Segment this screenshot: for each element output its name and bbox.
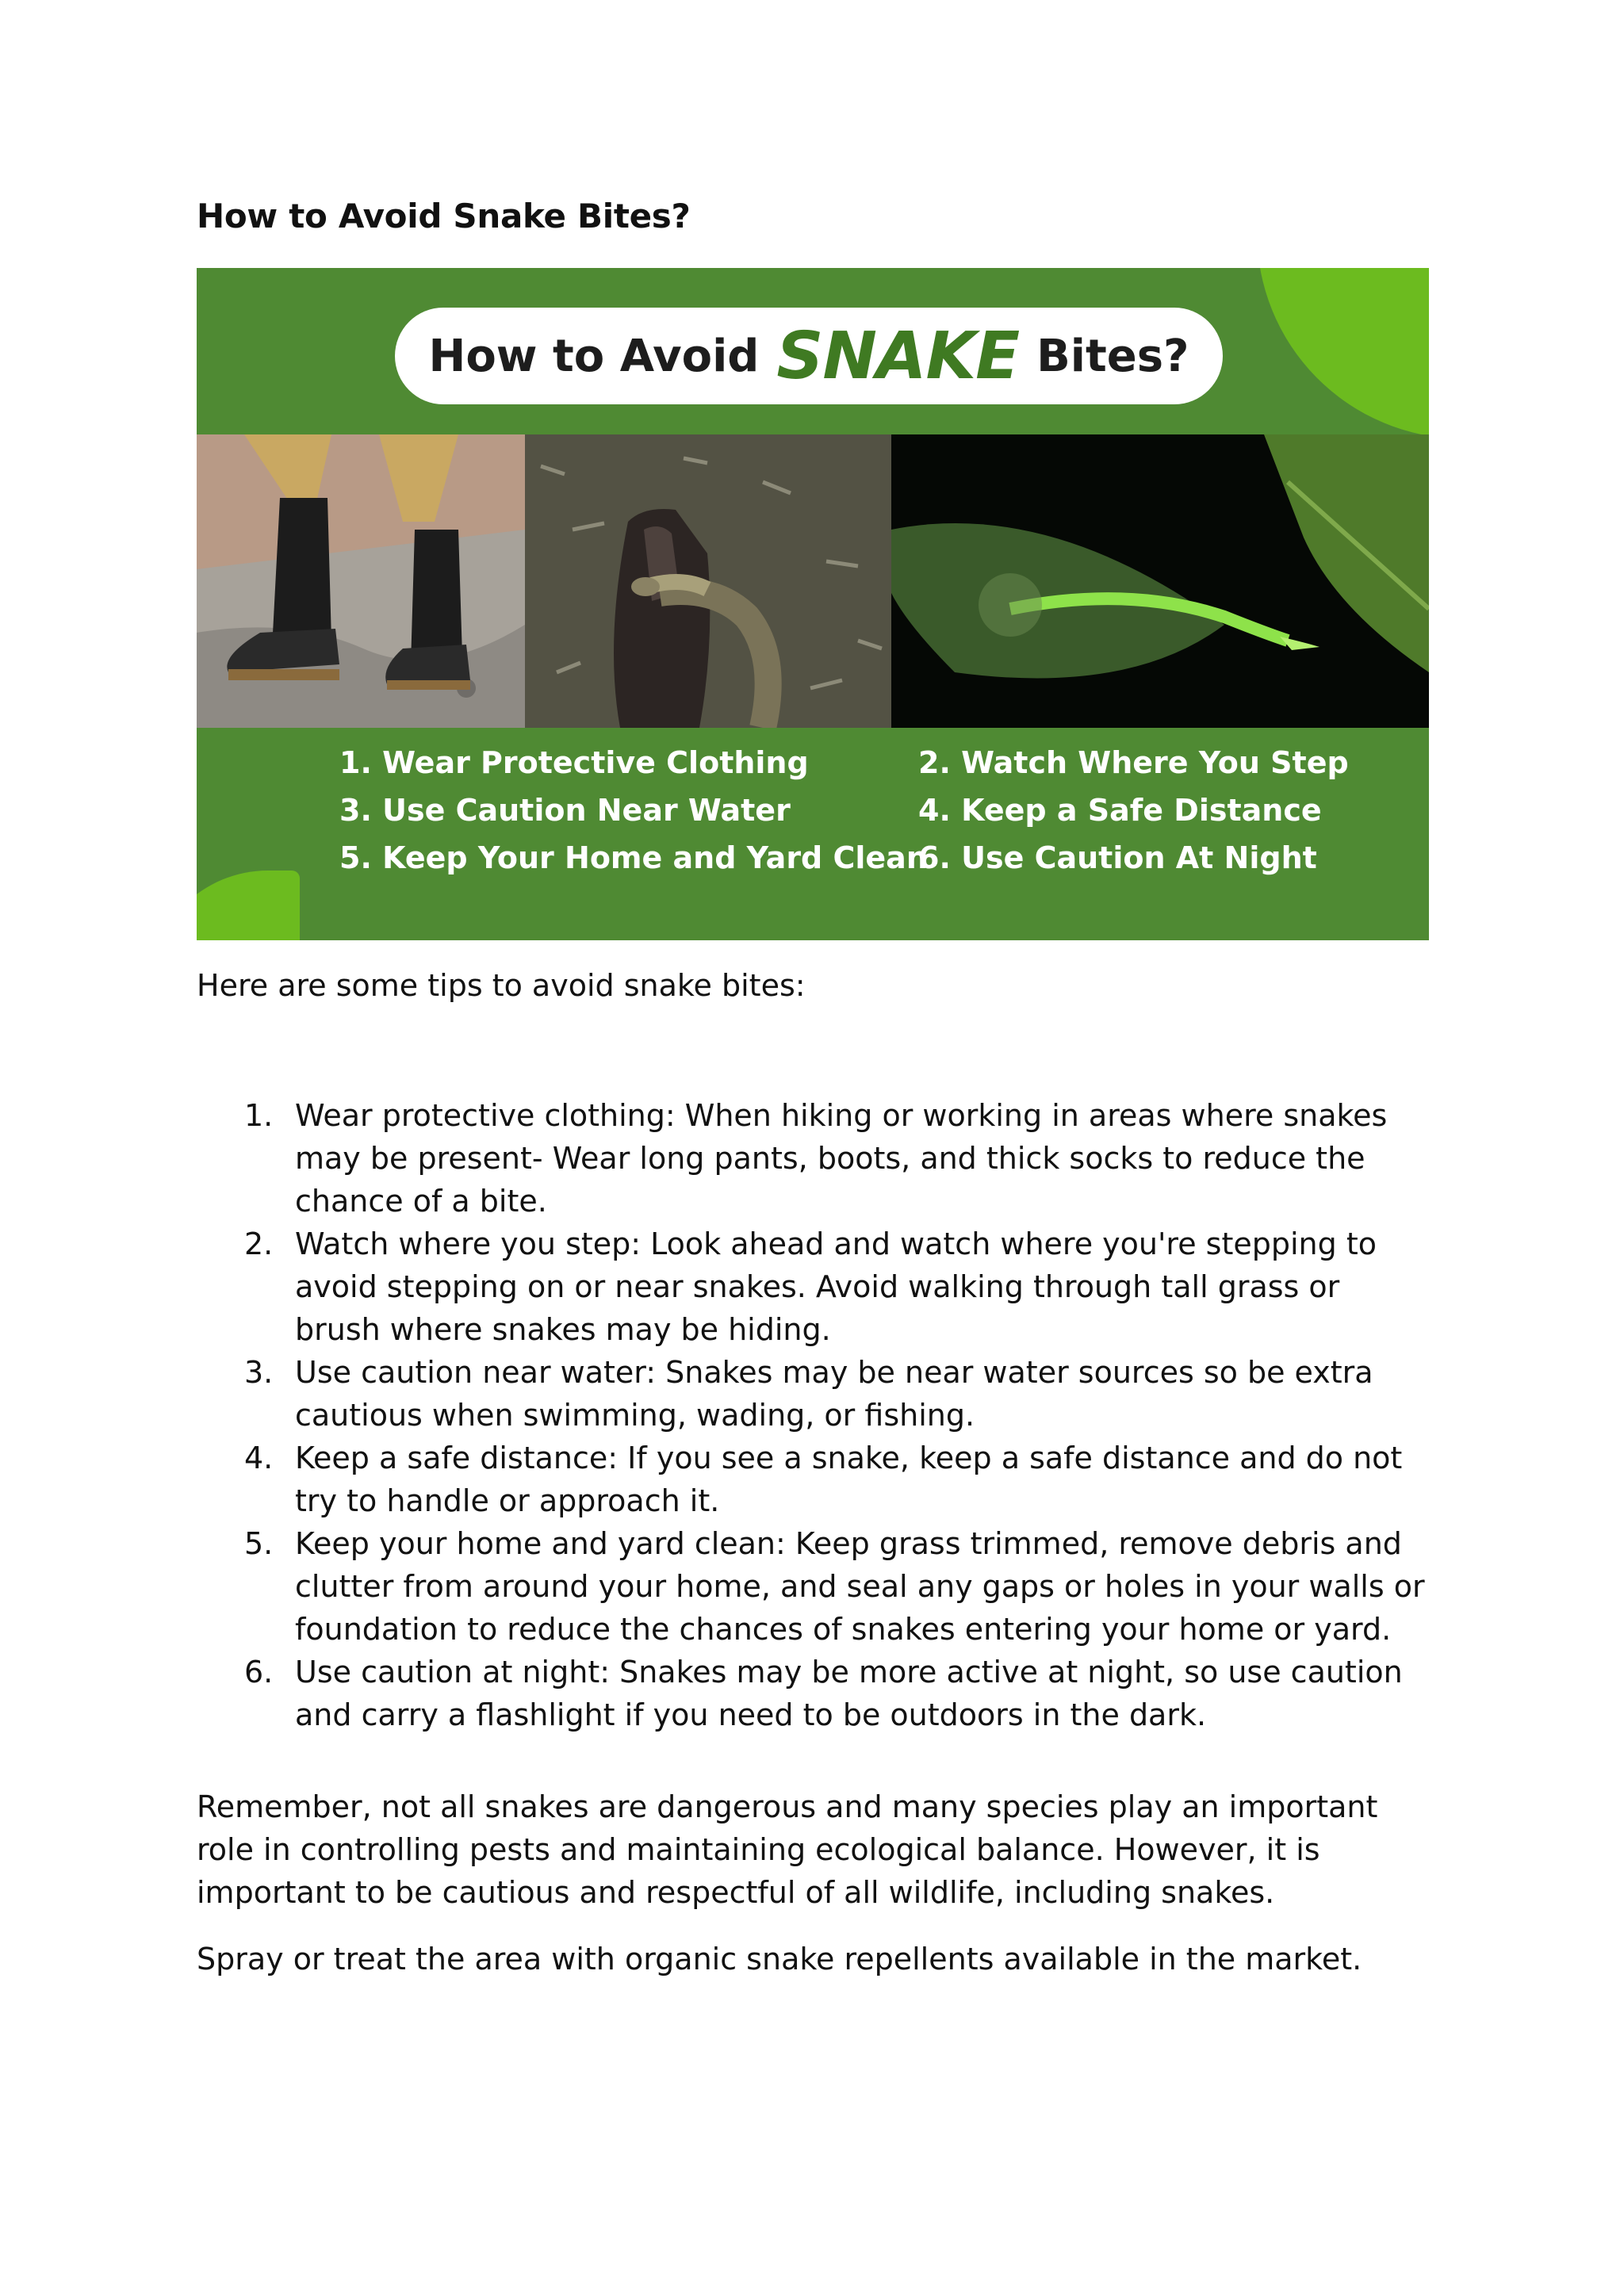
list-item-number: 1. — [244, 1098, 274, 1133]
boot-and-snake-photo — [525, 434, 891, 728]
list-item-text: Watch where you step: Look ahead and watch where you're stepping to avoid stepping on or near snakes. Avoid walking through tall grass or brush where snakes may be hiding. — [295, 1226, 1377, 1347]
banner-title-accent: SNAKE — [776, 318, 1020, 394]
banner-tip: 4. Keep a Safe Distance — [918, 793, 1322, 828]
list-item-text: Keep your home and yard clean: Keep grass trimmed, remove debris and clutter from around your home, and seal any gaps or holes in your walls or foundation to reduce the chances of snakes entering your home or yard. — [295, 1526, 1425, 1647]
banner-tip: 6. Use Caution At Night — [918, 840, 1317, 875]
list-item-number: 2. — [244, 1226, 274, 1261]
banner-title-pill — [395, 308, 1223, 404]
list-item — [197, 1094, 1434, 1223]
list-item-text: Wear protective clothing: When hiking or working in areas where snakes may be present- Wear long pants, boots, and thick socks to reduce the chance of a bite. — [295, 1098, 1388, 1219]
list-item — [197, 1522, 1434, 1651]
intro-paragraph: Here are some tips to avoid snake bites: — [197, 968, 806, 1003]
green-vine-snake-photo — [891, 434, 1429, 728]
list-item-number: 4. — [244, 1441, 274, 1475]
banner-tip: 5. Keep Your Home and Yard Clean — [339, 840, 928, 875]
list-item — [197, 1223, 1434, 1351]
list-item-number: 5. — [244, 1526, 274, 1561]
snake-safety-banner — [197, 268, 1429, 940]
banner-tip: 2. Watch Where You Step — [918, 745, 1349, 780]
banner-tip: 1. Wear Protective Clothing — [339, 745, 809, 780]
list-item — [197, 1351, 1434, 1437]
list-item — [197, 1651, 1434, 1736]
list-item-text: Keep a safe distance: If you see a snake, keep a safe distance and do not try to handle or approach it. — [295, 1441, 1403, 1518]
repellent-paragraph: Spray or treat the area with organic snake repellents available in the market. — [197, 1942, 1362, 1976]
banner-tip: 3. Use Caution Near Water — [339, 793, 791, 828]
list-item-number: 3. — [244, 1355, 274, 1390]
banner-title-after: Bites? — [1036, 330, 1189, 382]
tips-list — [197, 1094, 1434, 1736]
protective-gaiters-photo — [197, 434, 525, 728]
closing-paragraph: Remember, not all snakes are dangerous and many species play an important role in controlling pests and maintaining ecological balance. However, it is important to be cautious and respectful of all wildlife, including snakes. — [197, 1789, 1378, 1910]
banner-title-before: How to Avoid — [428, 330, 760, 382]
list-item-text: Use caution near water: Snakes may be near water sources so be extra cautious when swimming, wading, or fishing. — [295, 1355, 1373, 1433]
page-title: How to Avoid Snake Bites? — [197, 197, 691, 235]
list-item-number: 6. — [244, 1655, 274, 1689]
banner-tips-grid — [339, 745, 1370, 875]
list-item — [197, 1437, 1434, 1522]
list-item-text: Use caution at night: Snakes may be more active at night, so use caution and carry a flashlight if you need to be outdoors in the dark. — [295, 1655, 1403, 1732]
leaf-decoration-bottom-left — [197, 871, 300, 940]
